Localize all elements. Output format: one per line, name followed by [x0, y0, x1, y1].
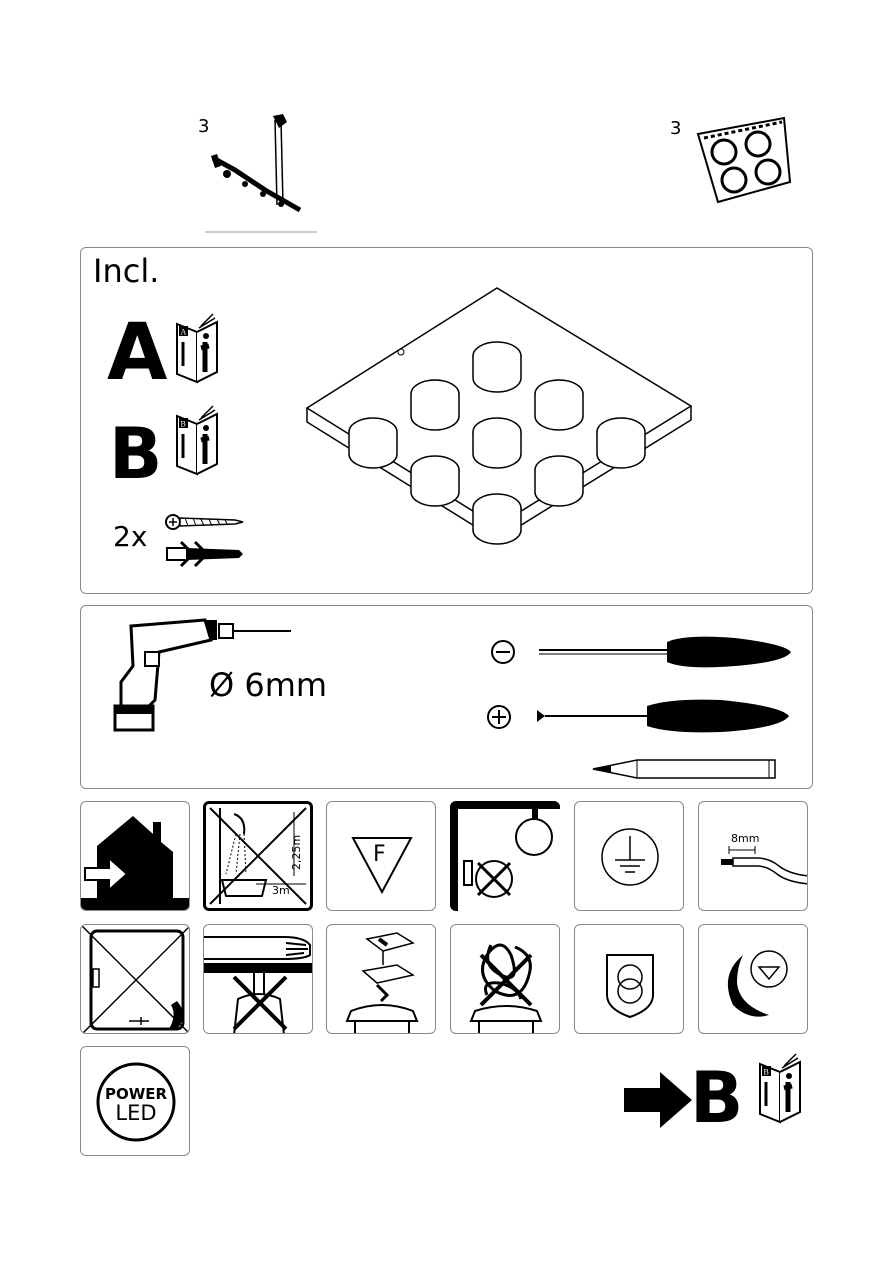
- power-led-tile: [80, 1046, 190, 1156]
- pencil-icon: [589, 756, 779, 782]
- screws-qty: 2x: [113, 520, 148, 553]
- top-left-qty: 3: [198, 116, 210, 137]
- drill-size-label: Ø 6mm: [209, 666, 328, 704]
- f-mark-letter: F: [373, 842, 386, 867]
- f-mark-tile: [326, 801, 436, 911]
- stripped-wire-icon: [699, 802, 808, 911]
- no-tangled-wires-icon: [451, 925, 560, 1034]
- no-covering-icon: [450, 801, 560, 911]
- see-manual-letter: B: [690, 1057, 744, 1139]
- manual-b-booklet-icon: [175, 404, 219, 476]
- no-cable-damage-tile: [203, 924, 313, 1034]
- indoor-house-icon: [81, 802, 190, 911]
- manual-a-booklet-icon: [175, 312, 219, 384]
- no-dimmer-tile: [80, 924, 190, 1034]
- minus-sign-icon: [489, 638, 517, 666]
- no-drilling-cable-icon: [204, 925, 313, 1034]
- no-dimmer-icon: [81, 925, 190, 1034]
- arrow-right-icon: [624, 1072, 694, 1128]
- included-parts-panel: [80, 247, 813, 594]
- svg-text:B: B: [763, 1067, 769, 1077]
- no-tangled-wires-tile: [450, 924, 560, 1034]
- manual-a-letter: A: [107, 308, 168, 398]
- bathroom-zone-tile: [203, 801, 313, 911]
- mount-sequence-tile: [326, 924, 436, 1034]
- bathroom-distance-label: 3m: [272, 884, 290, 897]
- power-led-line2: LED: [115, 1101, 157, 1125]
- manual-b-booklet-icon-footer: [758, 1052, 802, 1124]
- wall-plug-icon: [165, 540, 245, 568]
- ceiling-rail-mount-icon: [205, 110, 320, 235]
- no-insulation-cover-tile: [450, 801, 560, 911]
- wire-strip-length: 8mm: [731, 832, 760, 845]
- flush-mount-surface-icon: [699, 925, 808, 1034]
- wire-strip-tile: [698, 801, 808, 911]
- phillips-screwdriver-icon: [531, 694, 793, 738]
- power-led-line1: POWER: [104, 1085, 168, 1103]
- flat-screwdriver-icon: [535, 630, 795, 674]
- tools-panel: [80, 605, 813, 789]
- indoor-use-tile: [80, 801, 190, 911]
- mounting-steps-icon: [327, 925, 436, 1034]
- safety-transformer-tile: [574, 924, 684, 1034]
- svg-text:A: A: [180, 327, 187, 337]
- safety-transformer-shield-icon: [575, 925, 684, 1034]
- mounting-plate-icon: [694, 112, 794, 207]
- earth-ground-tile: [574, 801, 684, 911]
- heat-resistant-tile: [698, 924, 808, 1034]
- earth-ground-icon: [575, 802, 684, 911]
- included-heading: Incl.: [93, 252, 160, 290]
- manual-b-letter: B: [109, 413, 163, 495]
- svg-text:B: B: [180, 419, 186, 429]
- screw-icon: [165, 512, 245, 532]
- top-right-qty: 3: [670, 118, 682, 139]
- plus-sign-icon: [485, 703, 513, 731]
- bathroom-height-label: 2,25m: [290, 834, 303, 870]
- ceiling-lamp-9-lights-illustration: [301, 286, 701, 556]
